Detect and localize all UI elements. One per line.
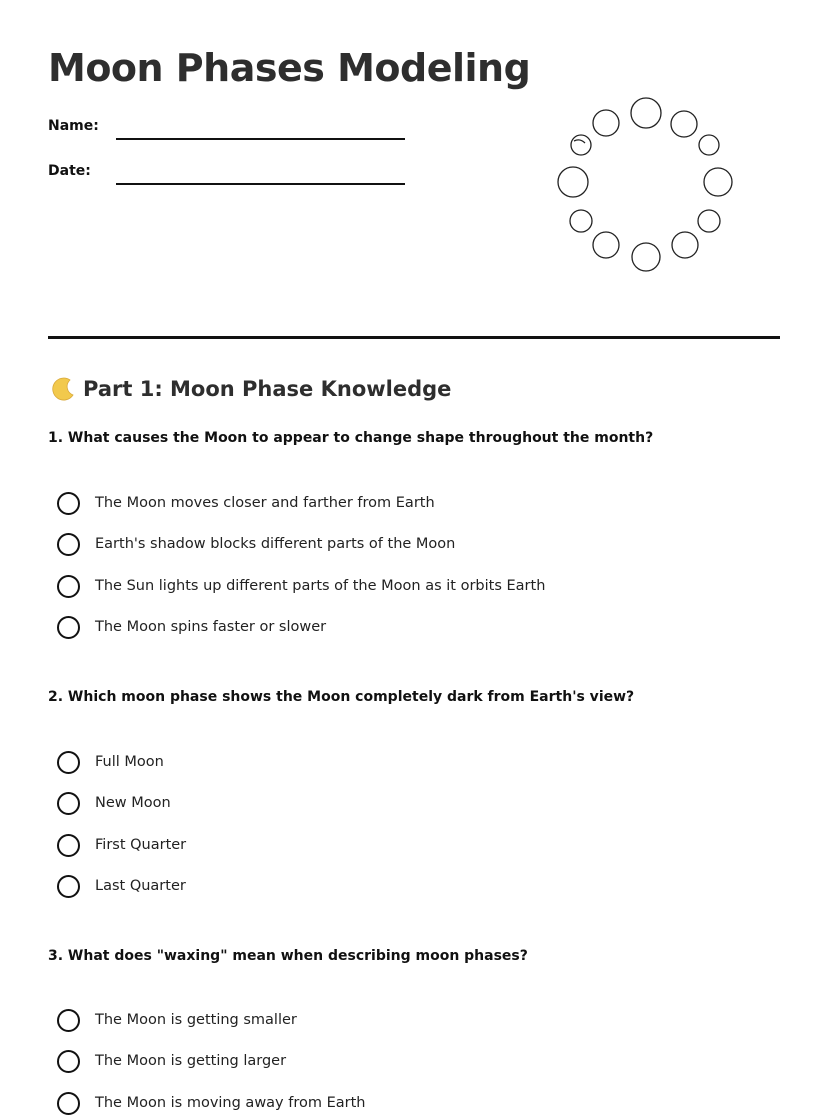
option-label: First Quarter — [95, 837, 187, 853]
radio-button[interactable] — [57, 1009, 80, 1032]
option-label: The Moon is getting smaller — [95, 1012, 297, 1028]
date-label: Date: — [48, 163, 91, 179]
name-field-row — [48, 118, 405, 134]
name-label: Name: — [48, 118, 99, 134]
q3-option-3[interactable] — [57, 1091, 366, 1115]
q1-option-1[interactable] — [57, 491, 435, 515]
q3-option-1[interactable] — [57, 1008, 297, 1032]
phase-circle — [672, 232, 698, 258]
radio-button[interactable] — [57, 792, 80, 815]
phase-circle — [570, 210, 592, 232]
radio-button[interactable] — [57, 616, 80, 639]
radio-button[interactable] — [57, 834, 80, 857]
phase-circle — [671, 111, 697, 137]
radio-button[interactable] — [57, 575, 80, 598]
phase-circle — [558, 167, 588, 197]
section-title: Part 1: Moon Phase Knowledge — [83, 377, 452, 401]
option-label: The Moon spins faster or slower — [95, 619, 327, 635]
q1-option-2[interactable] — [57, 532, 455, 556]
phase-circle — [632, 243, 660, 271]
date-field-row — [48, 163, 405, 179]
page-title: Moon Phases Modeling — [48, 46, 531, 90]
question-1-text: 1. What causes the Moon to appear to change shape throughout the month? — [48, 430, 654, 446]
question-2-text: 2. Which moon phase shows the Moon completely dark from Earth's view? — [48, 689, 635, 705]
option-label: Last Quarter — [95, 878, 186, 894]
radio-button[interactable] — [57, 1092, 80, 1115]
question-3-text: 3. What does "waxing" mean when describing moon phases? — [48, 948, 528, 964]
radio-button[interactable] — [57, 492, 80, 515]
crescent-moon-icon — [48, 375, 76, 403]
q2-option-2[interactable] — [57, 791, 171, 815]
radio-button[interactable] — [57, 875, 80, 898]
phase-circle — [699, 135, 719, 155]
phase-circle — [571, 135, 591, 155]
phase-circle — [698, 210, 720, 232]
radio-button[interactable] — [57, 751, 80, 774]
q2-option-3[interactable] — [57, 833, 186, 857]
q1-option-3[interactable] — [57, 574, 545, 598]
option-label: Earth's shadow blocks different parts of the Moon — [95, 536, 456, 552]
date-input-line[interactable] — [116, 171, 405, 185]
option-label: The Sun lights up different parts of the Moon as it orbits Earth — [95, 578, 546, 594]
phase-circle — [593, 232, 619, 258]
option-label: Full Moon — [95, 754, 164, 770]
q2-option-1[interactable] — [57, 750, 164, 774]
radio-button[interactable] — [57, 1050, 80, 1073]
phase-crescent-mark — [574, 140, 585, 143]
q3-option-2[interactable] — [57, 1049, 286, 1073]
section-divider — [48, 336, 780, 339]
q2-option-4[interactable] — [57, 874, 186, 898]
option-label: The Moon moves closer and farther from Earth — [95, 495, 435, 511]
option-label: The Moon is getting larger — [95, 1053, 287, 1069]
option-label: The Moon is moving away from Earth — [95, 1095, 366, 1111]
moon-phase-circle-diagram — [552, 92, 740, 276]
phase-circle — [631, 98, 661, 128]
phase-circle — [704, 168, 732, 196]
radio-button[interactable] — [57, 533, 80, 556]
phase-circle — [593, 110, 619, 136]
name-input-line[interactable] — [116, 126, 405, 140]
q1-option-4[interactable] — [57, 615, 326, 639]
section-heading — [48, 375, 451, 403]
option-label: New Moon — [95, 795, 171, 811]
